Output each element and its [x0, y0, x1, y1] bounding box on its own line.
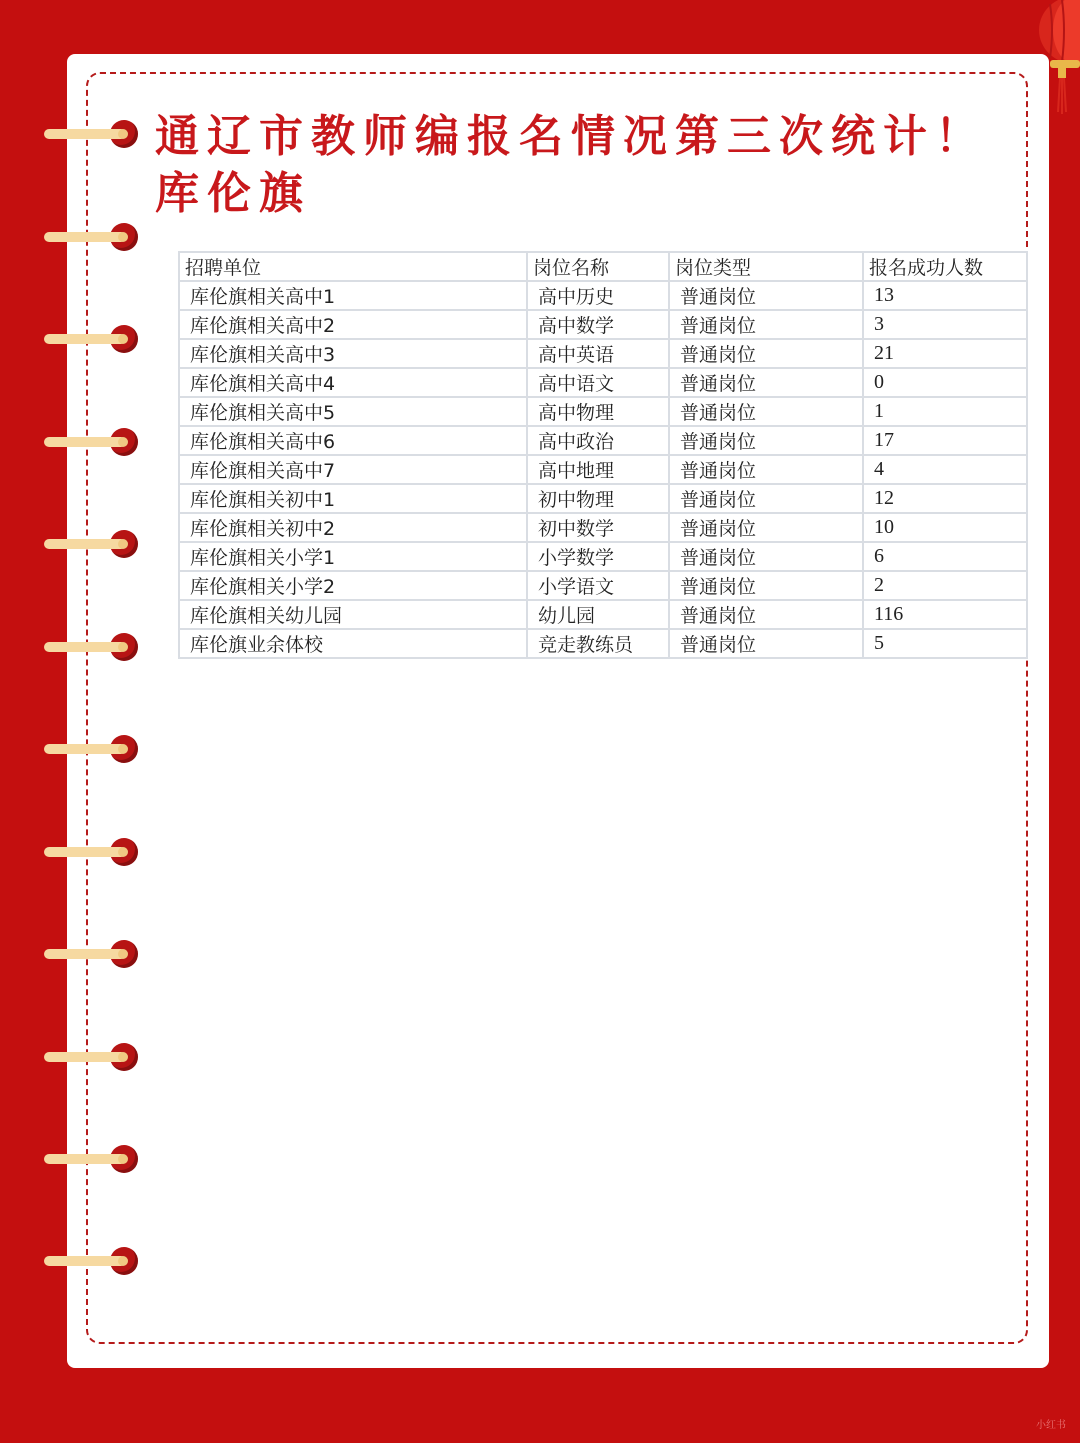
cell-position: 小学语文: [527, 571, 669, 600]
cell-position: 高中数学: [527, 310, 669, 339]
title-line-1: 通辽市教师编报名情况第三次统计！: [155, 111, 987, 162]
cell-type: 普通岗位: [669, 397, 863, 426]
cell-type: 普通岗位: [669, 281, 863, 310]
cell-unit: 库伦旗业余体校: [179, 629, 527, 658]
cell-count: 17: [863, 426, 1027, 455]
table-row: [179, 339, 1027, 368]
cell-position: 小学数学: [527, 542, 669, 571]
cell-count: 12: [863, 484, 1027, 513]
table-row: [179, 426, 1027, 455]
cell-unit: 库伦旗相关高中7: [179, 455, 527, 484]
cell-count: 13: [863, 281, 1027, 310]
binder-ring: [44, 1043, 139, 1073]
cell-count: 5: [863, 629, 1027, 658]
header-count: 报名成功人数: [863, 252, 1027, 281]
cell-type: 普通岗位: [669, 368, 863, 397]
table-row: [179, 455, 1027, 484]
cell-position: 竞走教练员: [527, 629, 669, 658]
binder-ring: [44, 223, 139, 253]
table-body: [179, 281, 1027, 658]
cell-unit: 库伦旗相关幼儿园: [179, 600, 527, 629]
header-type: 岗位类型: [669, 252, 863, 281]
lantern-icon: [1020, 0, 1080, 120]
cell-position: 高中地理: [527, 455, 669, 484]
cell-unit: 库伦旗相关小学2: [179, 571, 527, 600]
registration-table: [178, 251, 1028, 659]
cell-count: 4: [863, 455, 1027, 484]
table-row: [179, 629, 1027, 658]
cell-type: 普通岗位: [669, 455, 863, 484]
cell-count: 6: [863, 542, 1027, 571]
binder-ring: [44, 940, 139, 970]
cell-type: 普通岗位: [669, 600, 863, 629]
header-position: 岗位名称: [527, 252, 669, 281]
table-header-row: [179, 252, 1027, 281]
cell-unit: 库伦旗相关高中3: [179, 339, 527, 368]
cell-unit: 库伦旗相关高中4: [179, 368, 527, 397]
cell-position: 幼儿园: [527, 600, 669, 629]
registration-table-wrap: [178, 251, 1026, 659]
cell-count: 116: [863, 600, 1027, 629]
binder-ring: [44, 1247, 139, 1277]
cell-unit: 库伦旗相关小学1: [179, 542, 527, 571]
cell-count: 0: [863, 368, 1027, 397]
cell-position: 高中历史: [527, 281, 669, 310]
cell-unit: 库伦旗相关初中2: [179, 513, 527, 542]
cell-count: 10: [863, 513, 1027, 542]
table-row: [179, 397, 1027, 426]
cell-position: 初中数学: [527, 513, 669, 542]
cell-position: 高中物理: [527, 397, 669, 426]
table-row: [179, 571, 1027, 600]
table-row: [179, 310, 1027, 339]
cell-count: 21: [863, 339, 1027, 368]
cell-type: 普通岗位: [669, 339, 863, 368]
cell-position: 初中物理: [527, 484, 669, 513]
cell-position: 高中语文: [527, 368, 669, 397]
binder-ring: [44, 838, 139, 868]
cell-type: 普通岗位: [669, 629, 863, 658]
binder-ring: [44, 633, 139, 663]
title-line-2: 库伦旗: [155, 168, 311, 219]
cell-type: 普通岗位: [669, 484, 863, 513]
binder-ring: [44, 120, 139, 150]
binder-ring: [44, 1145, 139, 1175]
table-row: [179, 513, 1027, 542]
table-row: [179, 484, 1027, 513]
cell-unit: 库伦旗相关高中6: [179, 426, 527, 455]
table-row: [179, 542, 1027, 571]
cell-type: 普通岗位: [669, 542, 863, 571]
cell-type: 普通岗位: [669, 513, 863, 542]
table-row: [179, 600, 1027, 629]
cell-count: 3: [863, 310, 1027, 339]
cell-unit: 库伦旗相关高中2: [179, 310, 527, 339]
cell-type: 普通岗位: [669, 426, 863, 455]
cell-position: 高中英语: [527, 339, 669, 368]
cell-unit: 库伦旗相关初中1: [179, 484, 527, 513]
table-row: [179, 368, 1027, 397]
binder-ring: [44, 530, 139, 560]
cell-unit: 库伦旗相关高中1: [179, 281, 527, 310]
cell-position: 高中政治: [527, 426, 669, 455]
header-unit: 招聘单位: [179, 252, 527, 281]
table-row: [179, 281, 1027, 310]
binder-ring: [44, 325, 139, 355]
cell-count: 1: [863, 397, 1027, 426]
binder-ring: [44, 428, 139, 458]
cell-count: 2: [863, 571, 1027, 600]
watermark: 小红书: [1036, 1420, 1066, 1431]
cell-type: 普通岗位: [669, 571, 863, 600]
cell-unit: 库伦旗相关高中5: [179, 397, 527, 426]
cell-type: 普通岗位: [669, 310, 863, 339]
binder-ring: [44, 735, 139, 765]
page-title: [155, 108, 1015, 222]
